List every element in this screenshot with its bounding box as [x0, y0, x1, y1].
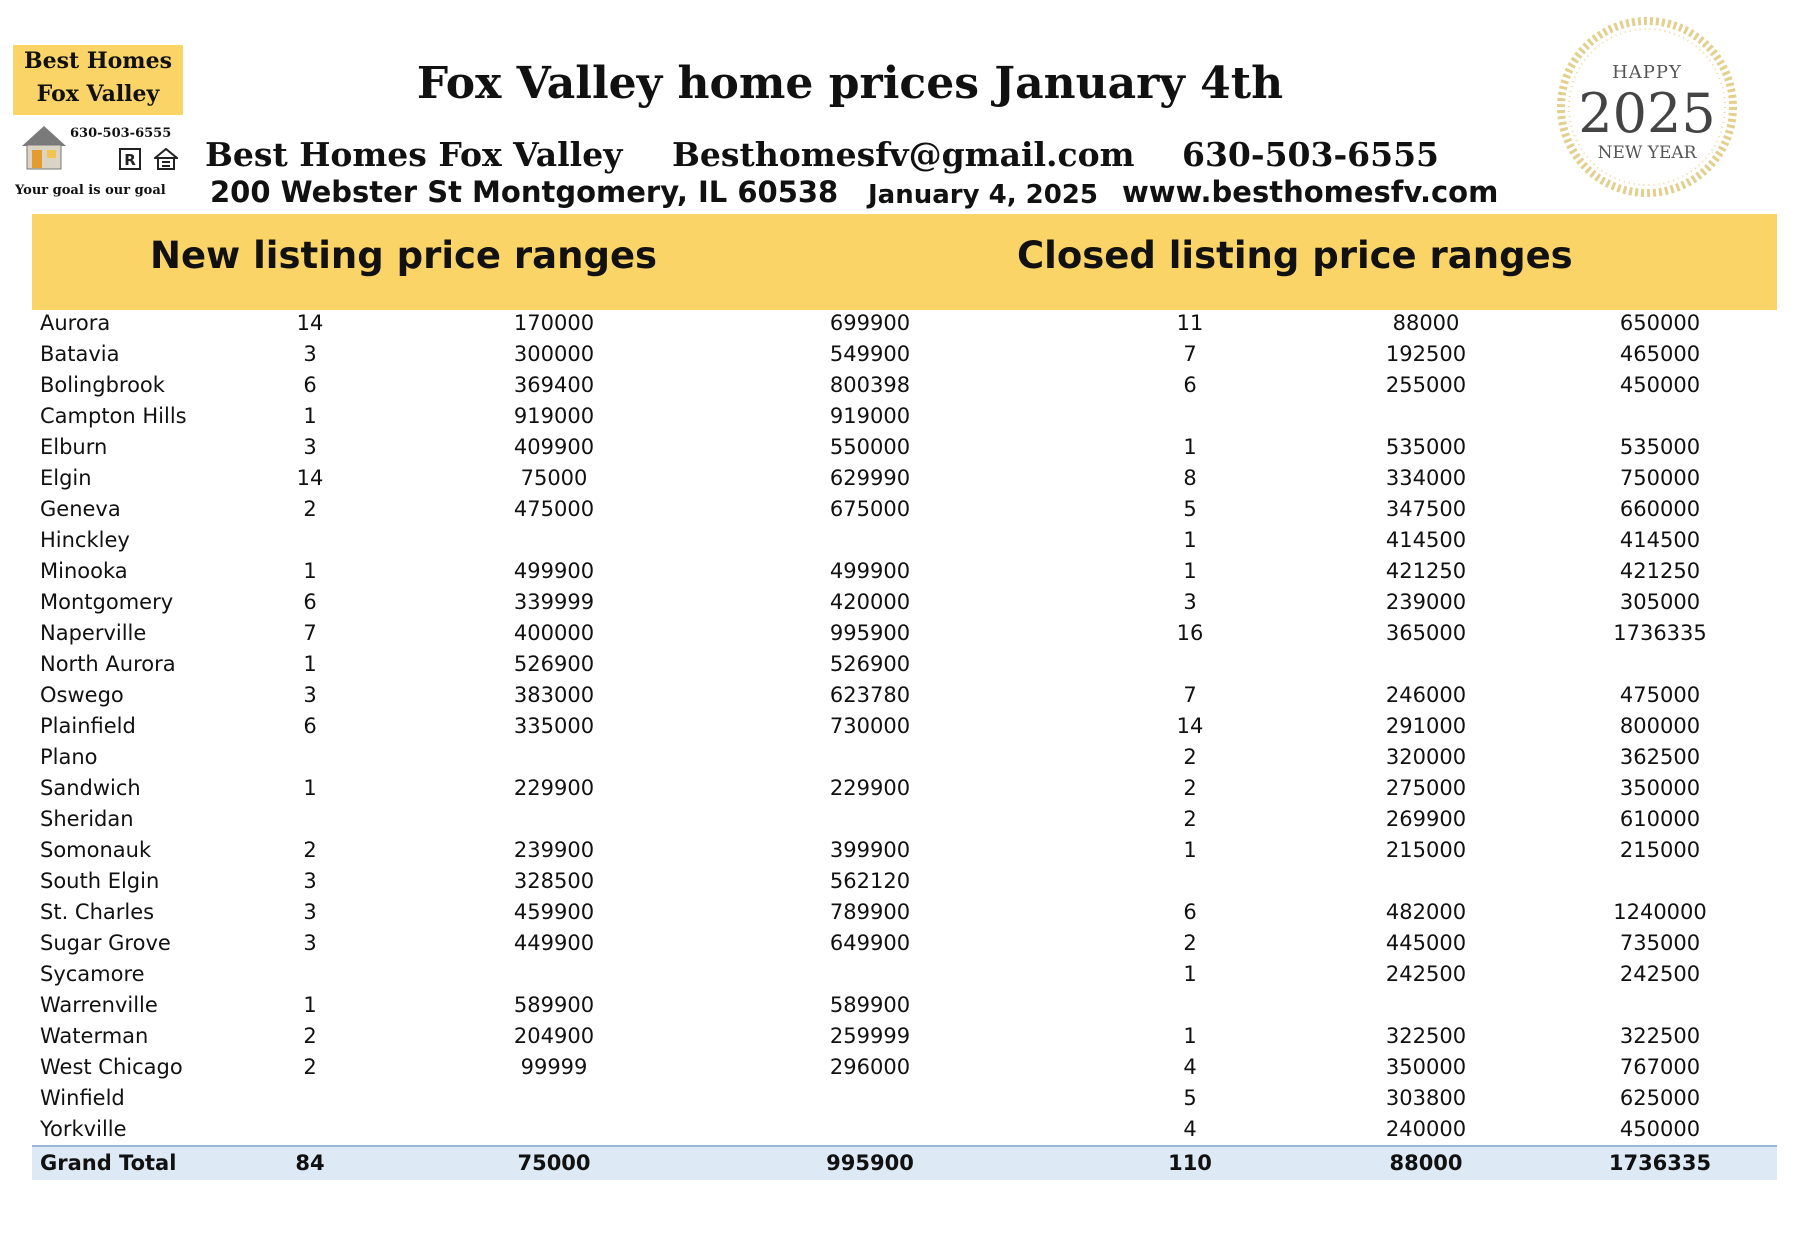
table-row — [32, 463, 1777, 494]
new-max-cell: 649900 — [829, 931, 911, 955]
city-cell: North Aurora — [40, 652, 176, 676]
closed-max-cell: 735000 — [1619, 931, 1701, 955]
new-count-cell: 2 — [303, 497, 317, 521]
city-cell: Batavia — [40, 342, 120, 366]
badge-year: 2025 — [1578, 82, 1716, 145]
new-listing-header: New listing price ranges — [150, 234, 658, 277]
new-max-cell: 629990 — [829, 466, 911, 490]
closed-min-cell: 275000 — [1385, 776, 1467, 800]
city-cell: Somonauk — [40, 838, 152, 862]
closed-max-cell: 465000 — [1619, 342, 1701, 366]
table-row — [32, 339, 1777, 370]
new-count-cell: 3 — [303, 342, 317, 366]
closed-max-cell: 610000 — [1619, 807, 1701, 831]
page-title: Fox Valley home prices January 4th — [416, 58, 1284, 109]
new-max-cell: 499900 — [829, 559, 911, 583]
new-min-cell: 526900 — [513, 652, 595, 676]
new-max-cell: 675000 — [829, 497, 911, 521]
svg-text:R: R — [124, 151, 136, 169]
price-table — [32, 308, 1777, 1145]
table-row — [32, 1114, 1777, 1145]
total-label: Grand Total — [40, 1151, 177, 1175]
table-row — [32, 773, 1777, 804]
closed-max-cell: 750000 — [1619, 466, 1701, 490]
new-max-cell: 526900 — [829, 652, 911, 676]
table-row — [32, 525, 1777, 556]
closed-count-cell: 2 — [1183, 745, 1197, 769]
new-min-cell: 409900 — [513, 435, 595, 459]
total-closed-min: 88000 — [1389, 1151, 1463, 1175]
contact-phone: 630-503-6555 — [1182, 135, 1440, 174]
table-row — [32, 835, 1777, 866]
closed-min-cell: 303800 — [1385, 1086, 1467, 1110]
table-row — [32, 556, 1777, 587]
closed-min-cell: 482000 — [1385, 900, 1467, 924]
city-cell: Montgomery — [40, 590, 174, 614]
closed-max-cell: 322500 — [1619, 1024, 1701, 1048]
closed-min-cell: 350000 — [1385, 1055, 1467, 1079]
table-row — [32, 587, 1777, 618]
logo-phone: 630-503-6555 — [70, 126, 172, 141]
closed-min-cell: 535000 — [1385, 435, 1467, 459]
city-cell: Sugar Grove — [40, 931, 171, 955]
new-min-cell: 99999 — [520, 1055, 588, 1079]
closed-max-cell: 414500 — [1619, 528, 1701, 552]
new-count-cell: 1 — [303, 776, 317, 800]
new-count-cell: 2 — [303, 1055, 317, 1079]
new-max-cell: 623780 — [829, 683, 911, 707]
closed-count-cell: 14 — [1176, 714, 1204, 738]
closed-max-cell: 767000 — [1619, 1055, 1701, 1079]
new-count-cell: 1 — [303, 404, 317, 428]
new-min-cell: 589900 — [513, 993, 595, 1017]
new-min-cell: 170000 — [513, 311, 595, 335]
table-row — [32, 494, 1777, 525]
new-count-cell: 3 — [303, 435, 317, 459]
closed-count-cell: 5 — [1183, 1086, 1197, 1110]
new-min-cell: 919000 — [513, 404, 595, 428]
closed-count-cell: 2 — [1183, 807, 1197, 831]
table-row — [32, 866, 1777, 897]
closed-min-cell: 215000 — [1385, 838, 1467, 862]
closed-count-cell: 1 — [1183, 528, 1197, 552]
table-row — [32, 308, 1777, 339]
city-cell: Yorkville — [40, 1117, 127, 1141]
new-min-cell: 383000 — [513, 683, 595, 707]
closed-min-cell: 246000 — [1385, 683, 1467, 707]
badge-new-year: NEW YEAR — [1597, 143, 1697, 163]
closed-max-cell: 660000 — [1619, 497, 1701, 521]
new-count-cell: 3 — [303, 869, 317, 893]
table-row — [32, 618, 1777, 649]
new-count-cell: 6 — [303, 373, 317, 397]
city-cell: Sandwich — [40, 776, 141, 800]
new-min-cell: 204900 — [513, 1024, 595, 1048]
new-min-cell: 300000 — [513, 342, 595, 366]
logo-line-2: Fox Valley — [36, 81, 160, 107]
closed-count-cell: 4 — [1183, 1055, 1197, 1079]
city-cell: Plainfield — [40, 714, 136, 738]
closed-min-cell: 334000 — [1385, 466, 1467, 490]
closed-count-cell: 6 — [1183, 373, 1197, 397]
city-cell: Elgin — [40, 466, 92, 490]
closed-min-cell: 320000 — [1385, 745, 1467, 769]
city-cell: Geneva — [40, 497, 121, 521]
new-count-cell: 1 — [303, 652, 317, 676]
new-count-cell: 6 — [303, 714, 317, 738]
city-cell: Campton Hills — [40, 404, 187, 428]
closed-max-cell: 215000 — [1619, 838, 1701, 862]
new-count-cell: 1 — [303, 559, 317, 583]
city-cell: Sycamore — [40, 962, 145, 986]
new-min-cell: 400000 — [513, 621, 595, 645]
closed-count-cell: 1 — [1183, 838, 1197, 862]
closed-min-cell: 192500 — [1385, 342, 1467, 366]
table-row — [32, 804, 1777, 835]
closed-min-cell: 347500 — [1385, 497, 1467, 521]
new-count-cell: 1 — [303, 993, 317, 1017]
city-cell: West Chicago — [40, 1055, 183, 1079]
closed-count-cell: 8 — [1183, 466, 1197, 490]
closed-max-cell: 362500 — [1619, 745, 1701, 769]
new-max-cell: 995900 — [829, 621, 911, 645]
closed-max-cell: 650000 — [1619, 311, 1701, 335]
total-new-count: 84 — [295, 1151, 325, 1175]
city-cell: Naperville — [40, 621, 147, 645]
table-row — [32, 928, 1777, 959]
closed-max-cell: 242500 — [1619, 962, 1701, 986]
table-row — [32, 990, 1777, 1021]
section-header-band — [32, 214, 1777, 310]
total-new-min: 75000 — [517, 1151, 591, 1175]
closed-count-cell: 1 — [1183, 559, 1197, 583]
new-year-badge — [1552, 12, 1742, 202]
city-cell: Aurora — [40, 311, 111, 335]
city-cell: St. Charles — [40, 900, 155, 924]
new-min-cell: 229900 — [513, 776, 595, 800]
new-max-cell: 589900 — [829, 993, 911, 1017]
new-count-cell: 3 — [303, 683, 317, 707]
new-max-cell: 562120 — [829, 869, 911, 893]
city-cell: Plano — [40, 745, 98, 769]
closed-max-cell: 625000 — [1619, 1086, 1701, 1110]
company-name: Best Homes Fox Valley — [205, 135, 623, 174]
closed-count-cell: 7 — [1183, 683, 1197, 707]
closed-min-cell: 242500 — [1385, 962, 1467, 986]
logo-icons — [14, 118, 184, 178]
table-row — [32, 401, 1777, 432]
new-min-cell: 449900 — [513, 931, 595, 955]
equal-housing-icon — [154, 148, 178, 170]
table-row — [32, 1052, 1777, 1083]
closed-count-cell: 1 — [1183, 435, 1197, 459]
city-cell: Bolingbrook — [40, 373, 165, 397]
table-row — [32, 649, 1777, 680]
new-max-cell: 399900 — [829, 838, 911, 862]
house-icon — [19, 122, 69, 172]
closed-min-cell: 269900 — [1385, 807, 1467, 831]
new-count-cell: 3 — [303, 931, 317, 955]
closed-min-cell: 365000 — [1385, 621, 1467, 645]
city-cell: South Elgin — [40, 869, 160, 893]
badge-happy: HAPPY — [1612, 62, 1682, 83]
closed-count-cell: 5 — [1183, 497, 1197, 521]
new-max-cell: 549900 — [829, 342, 911, 366]
closed-max-cell: 350000 — [1619, 776, 1701, 800]
closed-count-cell: 3 — [1183, 590, 1197, 614]
new-max-cell: 420000 — [829, 590, 911, 614]
closed-count-cell: 16 — [1176, 621, 1204, 645]
new-min-cell: 239900 — [513, 838, 595, 862]
new-min-cell: 475000 — [513, 497, 595, 521]
closed-min-cell: 240000 — [1385, 1117, 1467, 1141]
office-address: 200 Webster St Montgomery, IL 60538 — [210, 175, 839, 209]
table-row — [32, 432, 1777, 463]
table-row — [32, 897, 1777, 928]
new-max-cell: 919000 — [829, 404, 911, 428]
city-cell: Winfield — [40, 1086, 125, 1110]
new-max-cell: 699900 — [829, 311, 911, 335]
new-min-cell: 499900 — [513, 559, 595, 583]
new-max-cell: 789900 — [829, 900, 911, 924]
table-row — [32, 959, 1777, 990]
closed-max-cell: 535000 — [1619, 435, 1701, 459]
city-cell: Warrenville — [40, 993, 158, 1017]
new-max-cell: 259999 — [829, 1024, 911, 1048]
closed-count-cell: 1 — [1183, 1024, 1197, 1048]
new-count-cell: 2 — [303, 838, 317, 862]
new-count-cell: 6 — [303, 590, 317, 614]
logo-line-1: Best Homes — [24, 48, 172, 74]
closed-count-cell: 7 — [1183, 342, 1197, 366]
new-max-cell: 550000 — [829, 435, 911, 459]
new-min-cell: 75000 — [520, 466, 588, 490]
new-count-cell: 14 — [296, 311, 324, 335]
new-count-cell: 14 — [296, 466, 324, 490]
new-max-cell: 229900 — [829, 776, 911, 800]
table-row — [32, 1083, 1777, 1114]
closed-max-cell: 1736335 — [1613, 621, 1707, 645]
closed-min-cell: 239000 — [1385, 590, 1467, 614]
closed-count-cell: 11 — [1176, 311, 1204, 335]
total-new-max: 995900 — [826, 1151, 914, 1175]
total-closed-max: 1736335 — [1608, 1151, 1712, 1175]
new-min-cell: 369400 — [513, 373, 595, 397]
closed-max-cell: 305000 — [1619, 590, 1701, 614]
closed-count-cell: 1 — [1183, 962, 1197, 986]
new-min-cell: 328500 — [513, 869, 595, 893]
total-closed-count: 110 — [1168, 1151, 1212, 1175]
closed-count-cell: 2 — [1183, 776, 1197, 800]
closed-count-cell: 6 — [1183, 900, 1197, 924]
closed-min-cell: 88000 — [1392, 311, 1460, 335]
table-row — [32, 711, 1777, 742]
grand-total-row — [32, 1145, 1777, 1180]
new-count-cell: 2 — [303, 1024, 317, 1048]
city-cell: Sheridan — [40, 807, 134, 831]
closed-min-cell: 255000 — [1385, 373, 1467, 397]
city-cell: Elburn — [40, 435, 108, 459]
new-count-cell: 7 — [303, 621, 317, 645]
table-row — [32, 680, 1777, 711]
new-count-cell: 3 — [303, 900, 317, 924]
new-min-cell: 339999 — [513, 590, 595, 614]
closed-min-cell: 445000 — [1385, 931, 1467, 955]
closed-listing-header: Closed listing price ranges — [1017, 234, 1573, 277]
new-max-cell: 800398 — [829, 373, 911, 397]
table-row — [32, 1021, 1777, 1052]
table-row — [32, 742, 1777, 773]
brand-logo — [13, 45, 183, 115]
closed-count-cell: 2 — [1183, 931, 1197, 955]
closed-min-cell: 291000 — [1385, 714, 1467, 738]
closed-max-cell: 421250 — [1619, 559, 1701, 583]
closed-max-cell: 450000 — [1619, 373, 1701, 397]
city-cell: Oswego — [40, 683, 124, 707]
closed-max-cell: 475000 — [1619, 683, 1701, 707]
closed-max-cell: 1240000 — [1613, 900, 1707, 924]
new-min-cell: 459900 — [513, 900, 595, 924]
closed-max-cell: 800000 — [1619, 714, 1701, 738]
city-cell: Minooka — [40, 559, 128, 583]
city-cell: Waterman — [40, 1024, 149, 1048]
table-row — [32, 370, 1777, 401]
contact-email[interactable]: Besthomesfv@gmail.com — [672, 135, 1135, 174]
new-min-cell: 335000 — [513, 714, 595, 738]
closed-min-cell: 322500 — [1385, 1024, 1467, 1048]
website-link[interactable]: www.besthomesfv.com — [1122, 175, 1499, 209]
closed-min-cell: 421250 — [1385, 559, 1467, 583]
closed-count-cell: 4 — [1183, 1117, 1197, 1141]
city-cell: Hinckley — [40, 528, 130, 552]
closed-min-cell: 414500 — [1385, 528, 1467, 552]
realtor-icon — [119, 148, 141, 170]
new-max-cell: 296000 — [829, 1055, 911, 1079]
closed-max-cell: 450000 — [1619, 1117, 1701, 1141]
logo-tagline: Your goal is our goal — [15, 183, 166, 198]
new-max-cell: 730000 — [829, 714, 911, 738]
report-date: January 4, 2025 — [868, 180, 1098, 210]
